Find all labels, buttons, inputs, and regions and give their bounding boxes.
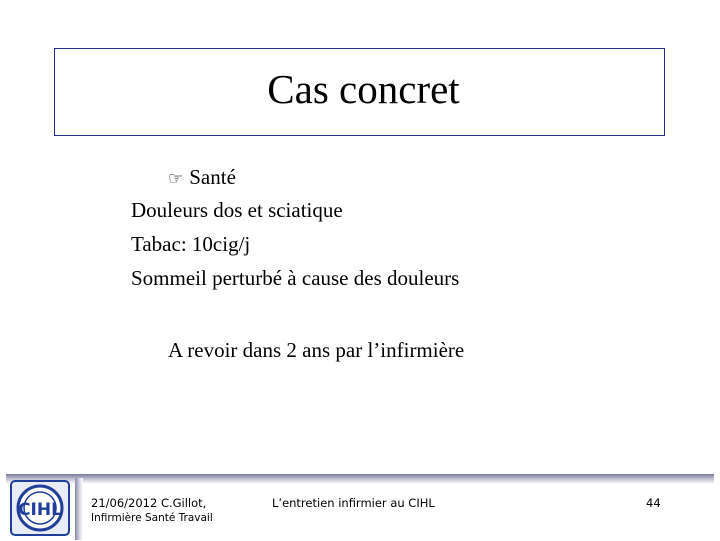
footer-title: L’entretien infirmier au CIHL [272,496,435,510]
page-number: 44 [646,496,661,510]
bullet-item: Sommeil perturbé à cause des douleurs [131,266,460,290]
svg-text:CIHL: CIHL [18,500,62,520]
slide-title: Cas concret [267,66,460,112]
followup-note: A revoir dans 2 ans par l’infirmière [168,338,465,362]
bullet-item: Tabac: 10cig/j [131,232,251,256]
section-heading [168,164,236,192]
bullet-item: Douleurs dos et sciatique [131,198,343,222]
footer-date-author: 21/06/2012 C.Gillot, [91,496,207,510]
cihl-logo [10,480,70,536]
footer-divider-vertical [75,478,83,540]
pointing-hand-icon: ☞ [168,169,184,189]
footer-divider-horizontal [6,474,714,484]
title-box [54,48,665,136]
footer-role: Infirmière Santé Travail [91,512,213,524]
section-label: Santé [189,165,236,189]
